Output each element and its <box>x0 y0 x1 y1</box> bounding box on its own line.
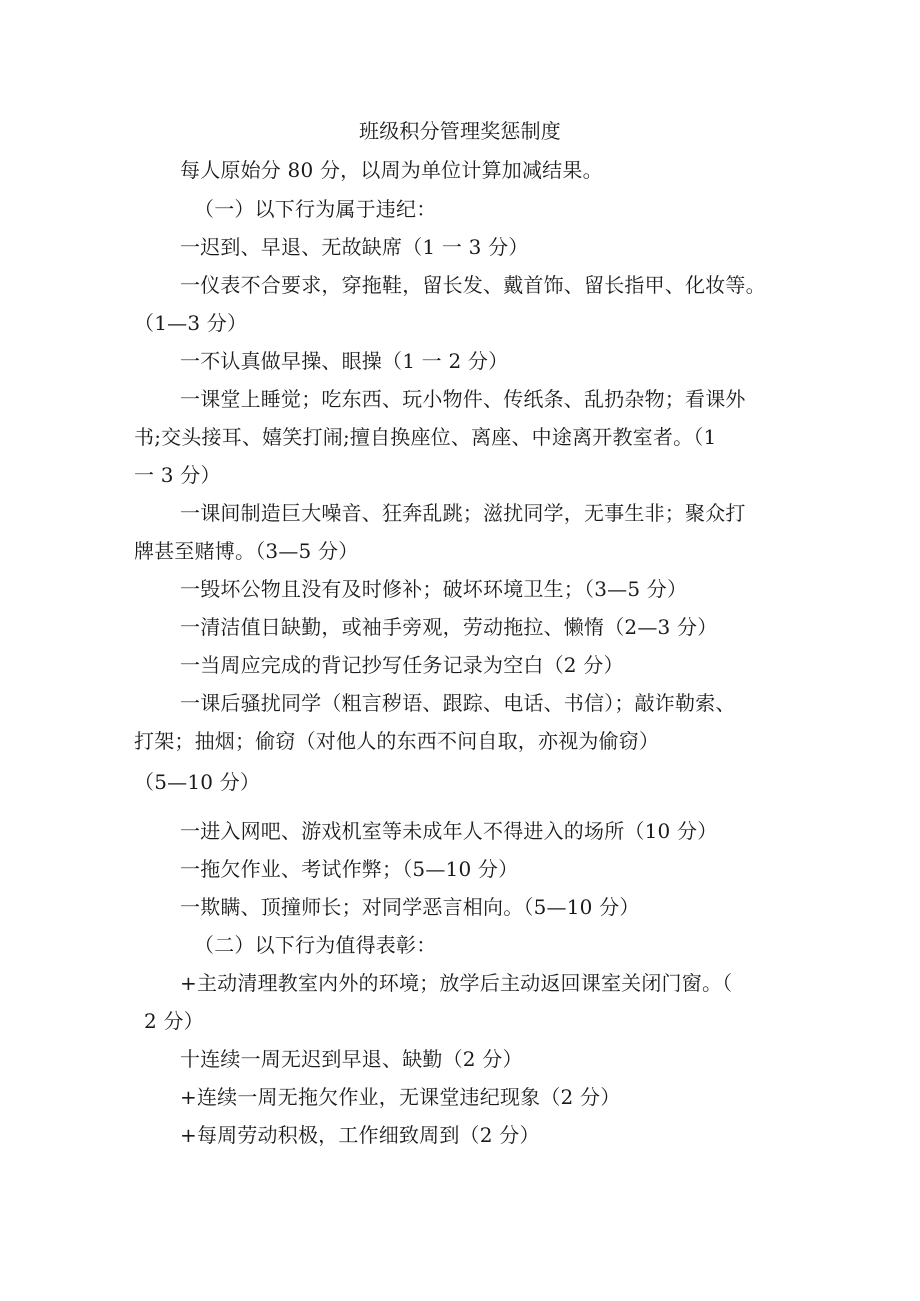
section-heading-rewards: （二）以下行为值得表彰： <box>194 933 437 957</box>
reward-item-continuation: 2 分） <box>144 1009 204 1033</box>
intro-text: 每人原始分 80 分，以周为单位计算加减结果。 <box>180 158 603 182</box>
violation-item: 一课后骚扰同学（粗言秽语、跟踪、电话、书信）；敲诈勒索、 <box>180 691 736 715</box>
violation-item-continuation: 书;交头接耳、嬉笑打闹;擅自换座位、离座、中途离开教室者。（1 <box>134 425 717 449</box>
violation-item: 一欺瞒、顶撞师长；对同学恶言相向。（5—10 分） <box>180 895 640 919</box>
violation-item: 一课堂上睡觉；吃东西、玩小物件、传纸条、乱扔杂物；看课外 <box>180 387 746 411</box>
reward-item: +连续一周无拖欠作业，无课堂违纪现象（2 分） <box>180 1085 621 1109</box>
violation-item-continuation: 打架；抽烟；偷窃（对他人的东西不问自取，亦视为偷窃） <box>134 729 660 753</box>
violation-item: 一清洁值日缺勤，或袖手旁观，劳动拖拉、懒惰（2—3 分） <box>180 615 718 639</box>
reward-item: 十连续一周无迟到早退、缺勤（2 分） <box>180 1047 523 1071</box>
violation-item: 一当周应完成的背记抄写任务记录为空白（2 分） <box>180 653 624 677</box>
violation-item: 一仪表不合要求，穿拖鞋，留长发、戴首饰、留长指甲、化妆等。 <box>180 273 766 297</box>
violation-item-continuation: 一 3 分） <box>134 463 221 487</box>
violation-item-continuation: 牌甚至赌博。（3—5 分） <box>134 539 359 563</box>
violation-item: 一进入网吧、游戏机室等未成年人不得进入的场所（10 分） <box>180 819 718 843</box>
reward-item: +主动清理教室内外的环境；放学后主动返回课室关闭门窗。（ <box>180 971 733 995</box>
violation-item: 一课间制造巨大噪音、狂奔乱跳；滋扰同学，无事生非；聚众打 <box>180 501 746 525</box>
violation-item-continuation: （1—3 分） <box>134 311 248 335</box>
violation-item: 一毁坏公物且没有及时修补；破坏环境卫生；（3—5 分） <box>180 577 688 601</box>
violation-item-continuation: （5—10 分） <box>134 770 261 794</box>
reward-item: +每周劳动积极，工作细致周到（2 分） <box>180 1123 540 1147</box>
violation-item: 一拖欠作业、考试作弊；（5—10 分） <box>180 857 519 881</box>
violation-item: 一不认真做早操、眼操（1 一 2 分） <box>180 349 509 373</box>
document-title: 班级积分管理奖惩制度 <box>359 119 561 143</box>
violation-item: 一迟到、早退、无故缺席（1 一 3 分） <box>180 235 529 259</box>
section-heading-violations: （一）以下行为属于违纪： <box>194 197 437 221</box>
